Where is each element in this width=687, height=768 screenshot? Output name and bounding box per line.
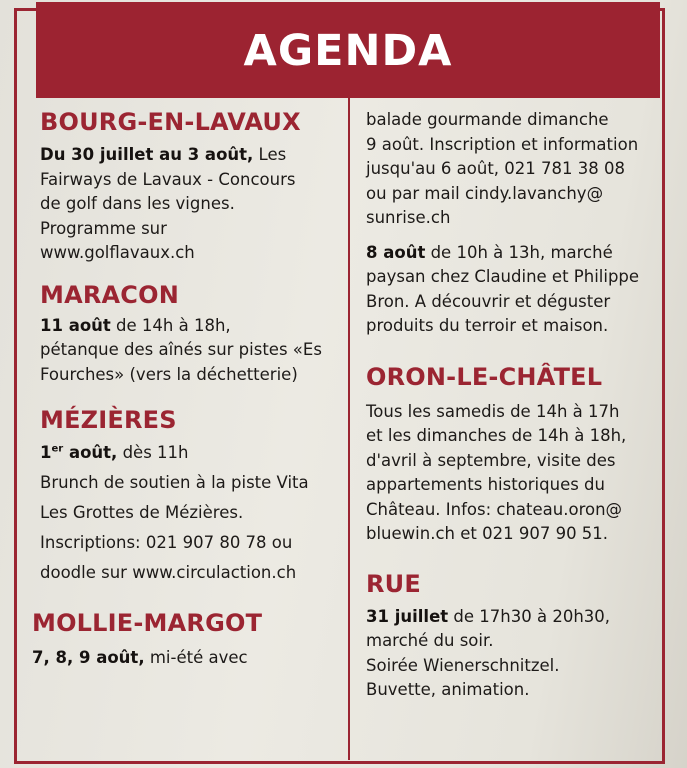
event-date: 8 août [366, 242, 426, 262]
event-line: de golf dans les vignes. [40, 194, 235, 213]
event-line: Programme sur [40, 218, 167, 238]
event-mezieres [40, 405, 345, 588]
event-line: appartements historiques du [366, 475, 605, 494]
event-line: Fourches» (vers la déchetterie) [40, 364, 298, 384]
event-mollie-continued [366, 108, 662, 231]
column-divider [348, 98, 350, 760]
event-bourg-en-lavaux [40, 107, 345, 266]
left-column [32, 98, 345, 671]
event-line: www.golflavaux.ch [40, 243, 195, 262]
event-date: 7, 8, 9 août, [32, 648, 145, 667]
event-line: produits du terroir et maison. [366, 316, 609, 335]
event-rue [366, 569, 662, 703]
town-heading: BOURG-EN-LAVAUX [40, 108, 301, 136]
agenda-title: AGENDA [243, 26, 453, 76]
event-line: marché du soir. [366, 631, 494, 650]
event-line: 9 août. Inscription et information [366, 134, 639, 154]
right-column [366, 98, 662, 703]
event-line: Bron. A découvrir et déguster [366, 291, 611, 311]
event-line: Inscriptions: 021 907 80 78 ou [40, 533, 293, 552]
event-date: 31 juillet [366, 606, 449, 626]
event-line: paysan chez Claudine et Philippe [366, 267, 640, 286]
event-line: Soirée Wienerschnitzel. [366, 655, 560, 675]
event-date: 11 août [40, 315, 111, 335]
event-line: 7, 8, 9 août, mi-été avec [32, 648, 248, 667]
event-line: doodle sur www.circulaction.ch [40, 563, 297, 582]
event-maracon [40, 280, 345, 388]
event-line: ou par mail cindy.lavanchy@ [366, 183, 604, 203]
town-heading: MARACON [40, 280, 180, 309]
agenda-header [36, 2, 660, 98]
event-line: Fairways de Lavaux - Concours [40, 169, 296, 189]
event-line: Buvette, animation. [366, 680, 530, 699]
town-heading: ORON-LE-CHÂTEL [366, 362, 603, 391]
event-line: et les dimanches de 14h à 18h, [366, 426, 627, 445]
event-line: Château. Infos: chateau.oron@ [366, 499, 623, 519]
town-heading: RUE [366, 569, 421, 598]
event-mollie-margot [32, 608, 345, 671]
event-line: d'avril à septembre, visite des [366, 450, 616, 470]
event-august-8 [366, 241, 662, 339]
event-line: bluewin.ch et 021 907 90 51. [366, 524, 609, 543]
event-line: sunrise.ch [366, 208, 451, 227]
town-heading: MOLLIE-MARGOT [32, 609, 263, 637]
event-oron-le-chatel [366, 362, 662, 547]
event-line: jusqu'au 6 août, 021 781 38 08 [366, 159, 625, 178]
event-line: balade gourmande dimanche [366, 110, 609, 129]
event-line: 1er août, dès 11h [40, 443, 189, 462]
event-line: Tous les samedis de 14h à 17h [366, 401, 620, 421]
town-heading: MÉZIÈRES [40, 406, 177, 434]
event-line: 8 août de 10h à 13h, marché [366, 242, 613, 262]
event-line: Les Grottes de Mézières. [40, 503, 244, 522]
event-line: Du 30 juillet au 3 août, Les [40, 145, 287, 164]
event-line: Brunch de soutien à la piste Vita [40, 473, 309, 492]
event-date: 1er août, [40, 443, 118, 462]
event-line: 31 juillet de 17h30 à 20h30, [366, 606, 611, 626]
event-date: Du 30 juillet au 3 août, [40, 145, 254, 164]
event-line: pétanque des aînés sur pistes «Es [40, 340, 322, 359]
event-line: 11 août de 14h à 18h, [40, 315, 231, 335]
